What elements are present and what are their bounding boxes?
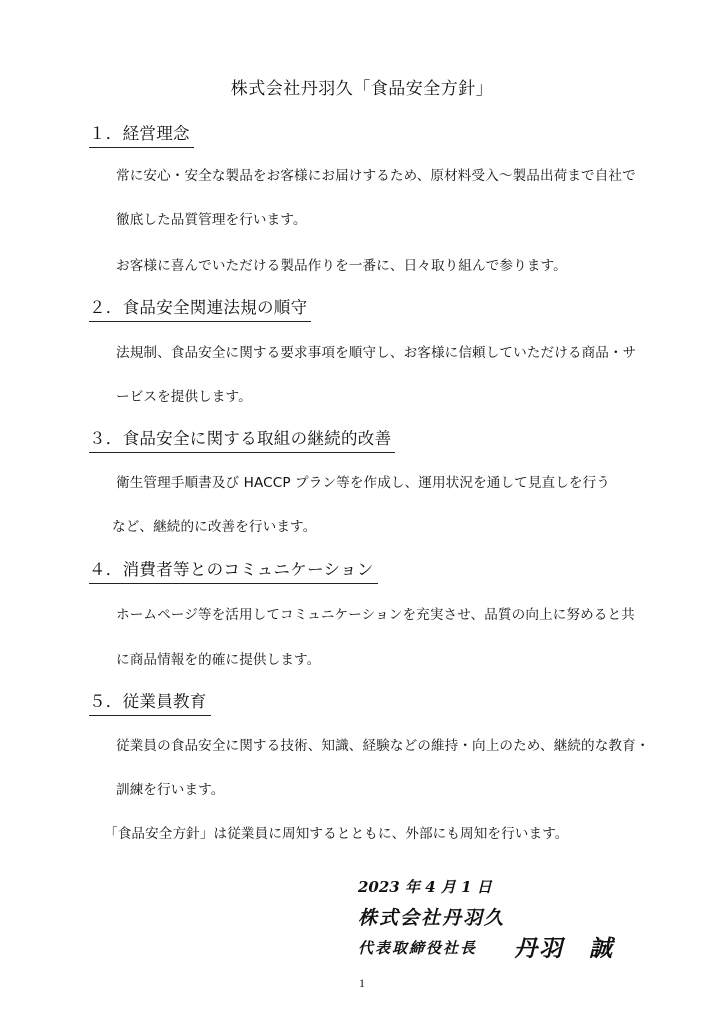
section-2-line-1: 法規制、食品安全に関する要求事項を順守し、お客様に信頼していただける商品・サ: [116, 345, 637, 361]
signature-name: 丹羽 誠: [514, 935, 614, 962]
section-5-line-2: 訓練を行います。: [116, 782, 225, 798]
closing-statement: 「食品安全方針」は従業員に周知するとともに、外部にも周知を行います。: [104, 826, 569, 842]
document-title: 株式会社丹羽久「食品安全方針」: [230, 79, 494, 99]
section-1-heading: １．経営理念: [89, 120, 194, 148]
section-4-line-2: に商品情報を的確に提供します。: [116, 652, 321, 668]
section-1-line-2: 徹底した品質管理を行います。: [116, 212, 307, 228]
page-number: 1: [359, 976, 365, 990]
section-3-line-2: など、継続的に改善を行います。: [112, 519, 317, 535]
section-3-heading: ３．食品安全に関する取組の継続的改善: [89, 425, 395, 453]
section-5-heading: ５．従業員教育: [89, 688, 211, 716]
section-4-heading: ４．消費者等とのコミュニケーション: [89, 556, 378, 584]
signature-company: 株式会社丹羽久: [358, 907, 506, 929]
section-1-line-3: お客様に喜んでいただける製品作りを一番に、日々取り組んで参ります。: [116, 258, 567, 274]
section-1-line-1: 常に安心・安全な製品をお客様にお届けするため、原材料受入～製品出荷まで自社で: [116, 168, 636, 184]
section-4-line-1: ホームページ等を活用してコミュニケーションを充実させ、品質の向上に努めると共: [116, 607, 635, 623]
section-3-line-1: 衛生管理手順書及び HACCP プラン等を作成し、運用状況を通して見直しを行う: [116, 475, 611, 491]
signature-position: 代表取締役社長: [358, 939, 478, 957]
section-2-heading: ２．食品安全関連法規の順守: [89, 294, 311, 322]
section-2-line-2: ービスを提供します。: [116, 389, 252, 405]
section-5-line-1: 従業員の食品安全に関する技術、知識、経験などの維持・向上のため、継続的な教育・: [116, 738, 650, 754]
signature-date: 2023 年 4 月 1 日: [358, 878, 492, 896]
